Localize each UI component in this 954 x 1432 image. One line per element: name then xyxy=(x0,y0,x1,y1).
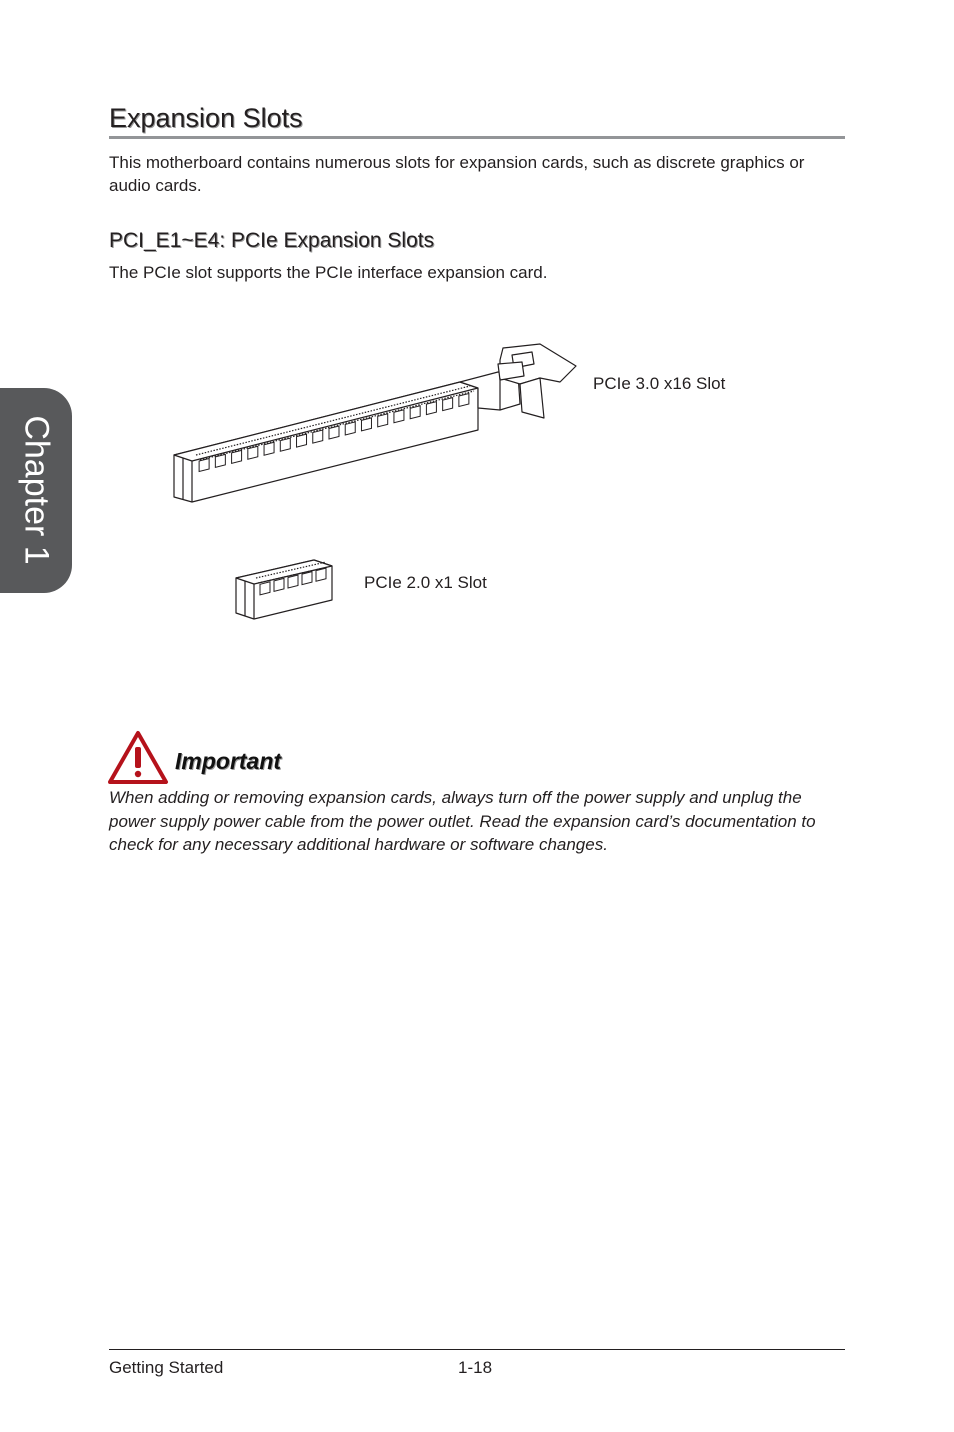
slot-pin xyxy=(345,422,355,435)
pcie-slot-diagram xyxy=(0,0,954,700)
section-intro: This motherboard contains numerous slots for expansion cards, such as discrete graphics or audio cards. xyxy=(109,153,805,195)
slot-pin xyxy=(288,575,298,588)
important-text: When adding or removing expansion cards, always turn off the power supply and unplug the power supply power cable from the power outlet. Read the expansion card’s documentation to check for any necessary additional hardware or software changes. xyxy=(109,788,816,854)
slot-pin xyxy=(378,414,388,427)
pcie-x16-slot-illustration xyxy=(174,344,576,502)
important-heading: Important xyxy=(175,748,282,774)
slot-pin xyxy=(274,578,284,591)
slot-pin xyxy=(264,442,274,455)
slot-pin xyxy=(280,438,290,451)
footer-divider xyxy=(109,1349,845,1350)
slot-pin xyxy=(302,572,312,585)
subsection-title: PCI_E1~E4: PCIe Expansion Slots xyxy=(109,229,435,252)
section-title: Expansion Slots xyxy=(109,103,303,133)
slot-pin xyxy=(316,568,326,581)
slot-pin xyxy=(232,450,242,463)
slot-pin xyxy=(329,426,339,439)
slot-pin xyxy=(199,458,209,471)
slot-pin xyxy=(459,394,469,407)
slot-pin xyxy=(313,430,323,443)
pcie-x16-slot-label: PCIe 3.0 x16 Slot xyxy=(593,374,726,393)
slot-pin xyxy=(260,582,270,595)
slot-pin xyxy=(410,406,420,419)
footer-section: Getting Started xyxy=(109,1358,224,1377)
warning-triangle-icon xyxy=(107,730,169,786)
slot-pin xyxy=(426,402,436,415)
slot-pin xyxy=(361,418,371,431)
chapter-tab-label: Chapter 1 xyxy=(17,415,56,565)
footer-page-number: 1-18 xyxy=(458,1358,493,1377)
pcie-x1-slot-label: PCIe 2.0 x1 Slot xyxy=(364,573,487,592)
pcie-x1-slot-illustration xyxy=(236,560,332,619)
slot-pin xyxy=(443,398,453,411)
slot-pin xyxy=(215,454,225,467)
slot-pin xyxy=(248,446,258,459)
subsection-text: The PCIe slot supports the PCIe interface expansion card. xyxy=(109,263,548,282)
slot-pin xyxy=(297,434,307,447)
slot-pin xyxy=(394,410,404,423)
